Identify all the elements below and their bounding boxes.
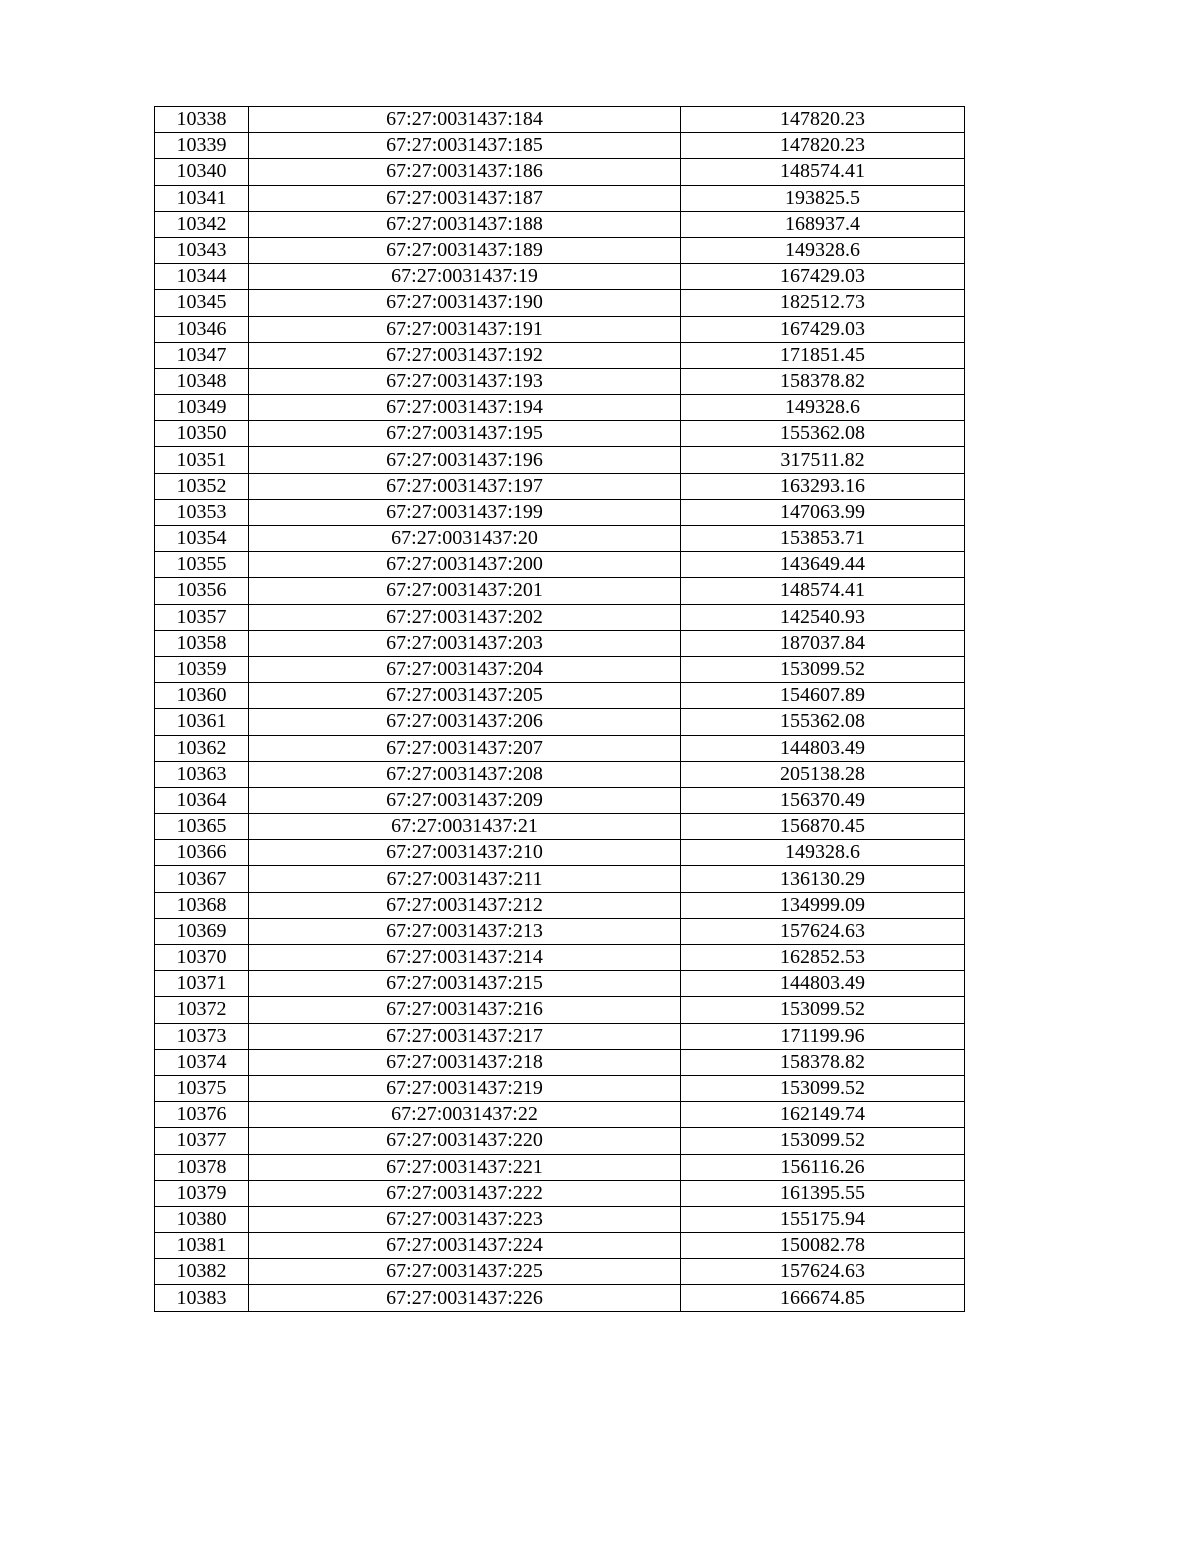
row-number-cell: 10377: [155, 1128, 249, 1154]
row-number-cell: 10380: [155, 1206, 249, 1232]
row-number-cell: 10356: [155, 578, 249, 604]
value-cell: 153099.52: [681, 1128, 965, 1154]
value-cell: 150082.78: [681, 1233, 965, 1259]
value-cell: 153099.52: [681, 997, 965, 1023]
value-cell: 193825.5: [681, 185, 965, 211]
table-row: [155, 1128, 965, 1154]
row-number-cell: 10359: [155, 656, 249, 682]
row-number-cell: 10348: [155, 368, 249, 394]
table-row: [155, 578, 965, 604]
value-cell: 144803.49: [681, 971, 965, 997]
row-number-cell: 10381: [155, 1233, 249, 1259]
cadastral-number-cell: 67:27:0031437:201: [249, 578, 681, 604]
table-row: [155, 526, 965, 552]
cadastral-number-cell: 67:27:0031437:223: [249, 1206, 681, 1232]
value-cell: 144803.49: [681, 735, 965, 761]
table-row: [155, 918, 965, 944]
row-number-cell: 10343: [155, 237, 249, 263]
value-cell: 154607.89: [681, 683, 965, 709]
table-row: [155, 997, 965, 1023]
cadastral-number-cell: 67:27:0031437:211: [249, 866, 681, 892]
table-row: [155, 1154, 965, 1180]
cadastral-number-cell: 67:27:0031437:21: [249, 814, 681, 840]
value-cell: 142540.93: [681, 604, 965, 630]
row-number-cell: 10372: [155, 997, 249, 1023]
row-number-cell: 10357: [155, 604, 249, 630]
row-number-cell: 10374: [155, 1049, 249, 1075]
value-cell: 148574.41: [681, 159, 965, 185]
cadastral-number-cell: 67:27:0031437:188: [249, 211, 681, 237]
value-cell: 162149.74: [681, 1102, 965, 1128]
value-cell: 155362.08: [681, 421, 965, 447]
row-number-cell: 10367: [155, 866, 249, 892]
cadastral-number-cell: 67:27:0031437:207: [249, 735, 681, 761]
row-number-cell: 10364: [155, 787, 249, 813]
table-row: [155, 1233, 965, 1259]
cadastral-number-cell: 67:27:0031437:224: [249, 1233, 681, 1259]
table-row: [155, 945, 965, 971]
table-row: [155, 1180, 965, 1206]
value-cell: 182512.73: [681, 290, 965, 316]
cadastral-number-cell: 67:27:0031437:225: [249, 1259, 681, 1285]
cadastral-number-cell: 67:27:0031437:197: [249, 473, 681, 499]
row-number-cell: 10382: [155, 1259, 249, 1285]
cadastral-number-cell: 67:27:0031437:187: [249, 185, 681, 211]
value-cell: 168937.4: [681, 211, 965, 237]
row-number-cell: 10339: [155, 133, 249, 159]
value-cell: 149328.6: [681, 395, 965, 421]
table-row: [155, 709, 965, 735]
row-number-cell: 10373: [155, 1023, 249, 1049]
cadastral-number-cell: 67:27:0031437:226: [249, 1285, 681, 1311]
table-row: [155, 1206, 965, 1232]
table-row: [155, 683, 965, 709]
row-number-cell: 10360: [155, 683, 249, 709]
value-cell: 134999.09: [681, 892, 965, 918]
row-number-cell: 10351: [155, 447, 249, 473]
row-number-cell: 10368: [155, 892, 249, 918]
value-cell: 156870.45: [681, 814, 965, 840]
cadastral-number-cell: 67:27:0031437:195: [249, 421, 681, 447]
cadastral-number-cell: 67:27:0031437:218: [249, 1049, 681, 1075]
cadastral-number-cell: 67:27:0031437:217: [249, 1023, 681, 1049]
value-cell: 158378.82: [681, 1049, 965, 1075]
value-cell: 143649.44: [681, 552, 965, 578]
cadastral-number-cell: 67:27:0031437:202: [249, 604, 681, 630]
cadastral-number-cell: 67:27:0031437:186: [249, 159, 681, 185]
table-row: [155, 787, 965, 813]
cadastral-number-cell: 67:27:0031437:212: [249, 892, 681, 918]
cadastral-number-cell: 67:27:0031437:208: [249, 761, 681, 787]
value-cell: 166674.85: [681, 1285, 965, 1311]
value-cell: 162852.53: [681, 945, 965, 971]
cadastral-number-cell: 67:27:0031437:19: [249, 264, 681, 290]
value-cell: 149328.6: [681, 840, 965, 866]
table-row: [155, 264, 965, 290]
row-number-cell: 10376: [155, 1102, 249, 1128]
table-row: [155, 630, 965, 656]
value-cell: 156116.26: [681, 1154, 965, 1180]
value-cell: 147063.99: [681, 499, 965, 525]
cadastral-number-cell: 67:27:0031437:20: [249, 526, 681, 552]
cadastral-number-cell: 67:27:0031437:191: [249, 316, 681, 342]
row-number-cell: 10362: [155, 735, 249, 761]
cadastral-number-cell: 67:27:0031437:219: [249, 1075, 681, 1101]
cadastral-number-cell: 67:27:0031437:189: [249, 237, 681, 263]
value-cell: 155175.94: [681, 1206, 965, 1232]
cadastral-number-cell: 67:27:0031437:190: [249, 290, 681, 316]
table-row: [155, 342, 965, 368]
table-row: [155, 368, 965, 394]
value-cell: 147820.23: [681, 107, 965, 133]
value-cell: 163293.16: [681, 473, 965, 499]
value-cell: 158378.82: [681, 368, 965, 394]
data-table: [154, 106, 965, 1312]
table-row: [155, 133, 965, 159]
cadastral-number-cell: 67:27:0031437:206: [249, 709, 681, 735]
row-number-cell: 10355: [155, 552, 249, 578]
cadastral-number-cell: 67:27:0031437:184: [249, 107, 681, 133]
table-row: [155, 761, 965, 787]
row-number-cell: 10365: [155, 814, 249, 840]
value-cell: 153853.71: [681, 526, 965, 552]
table-row: [155, 1049, 965, 1075]
cadastral-number-cell: 67:27:0031437:215: [249, 971, 681, 997]
table-row: [155, 316, 965, 342]
value-cell: 153099.52: [681, 656, 965, 682]
cadastral-number-cell: 67:27:0031437:222: [249, 1180, 681, 1206]
table-row: [155, 735, 965, 761]
row-number-cell: 10361: [155, 709, 249, 735]
table-row: [155, 185, 965, 211]
table-row: [155, 1075, 965, 1101]
cadastral-number-cell: 67:27:0031437:203: [249, 630, 681, 656]
row-number-cell: 10340: [155, 159, 249, 185]
value-cell: 317511.82: [681, 447, 965, 473]
row-number-cell: 10350: [155, 421, 249, 447]
value-cell: 205138.28: [681, 761, 965, 787]
row-number-cell: 10344: [155, 264, 249, 290]
table-row: [155, 1259, 965, 1285]
row-number-cell: 10370: [155, 945, 249, 971]
table-row: [155, 1023, 965, 1049]
row-number-cell: 10347: [155, 342, 249, 368]
table-row: [155, 159, 965, 185]
cadastral-number-cell: 67:27:0031437:193: [249, 368, 681, 394]
cadastral-number-cell: 67:27:0031437:185: [249, 133, 681, 159]
table-row: [155, 1285, 965, 1311]
value-cell: 167429.03: [681, 264, 965, 290]
cadastral-number-cell: 67:27:0031437:210: [249, 840, 681, 866]
table-row: [155, 421, 965, 447]
cadastral-number-cell: 67:27:0031437:209: [249, 787, 681, 813]
table-row: [155, 1102, 965, 1128]
cadastral-number-cell: 67:27:0031437:196: [249, 447, 681, 473]
table-row: [155, 499, 965, 525]
table-row: [155, 840, 965, 866]
table-row: [155, 866, 965, 892]
cadastral-number-cell: 67:27:0031437:221: [249, 1154, 681, 1180]
value-cell: 187037.84: [681, 630, 965, 656]
value-cell: 156370.49: [681, 787, 965, 813]
table-row: [155, 473, 965, 499]
cadastral-number-cell: 67:27:0031437:199: [249, 499, 681, 525]
row-number-cell: 10341: [155, 185, 249, 211]
row-number-cell: 10371: [155, 971, 249, 997]
cadastral-number-cell: 67:27:0031437:194: [249, 395, 681, 421]
table-row: [155, 237, 965, 263]
row-number-cell: 10383: [155, 1285, 249, 1311]
table-row: [155, 447, 965, 473]
cadastral-number-cell: 67:27:0031437:192: [249, 342, 681, 368]
row-number-cell: 10352: [155, 473, 249, 499]
value-cell: 147820.23: [681, 133, 965, 159]
row-number-cell: 10375: [155, 1075, 249, 1101]
table-row: [155, 814, 965, 840]
row-number-cell: 10354: [155, 526, 249, 552]
table-body: [155, 107, 965, 1312]
table-row: [155, 656, 965, 682]
cadastral-number-cell: 67:27:0031437:220: [249, 1128, 681, 1154]
value-cell: 153099.52: [681, 1075, 965, 1101]
table-row: [155, 971, 965, 997]
row-number-cell: 10345: [155, 290, 249, 316]
table-row: [155, 395, 965, 421]
row-number-cell: 10366: [155, 840, 249, 866]
cadastral-number-cell: 67:27:0031437:213: [249, 918, 681, 944]
value-cell: 157624.63: [681, 918, 965, 944]
value-cell: 171851.45: [681, 342, 965, 368]
row-number-cell: 10378: [155, 1154, 249, 1180]
row-number-cell: 10363: [155, 761, 249, 787]
cadastral-number-cell: 67:27:0031437:22: [249, 1102, 681, 1128]
value-cell: 155362.08: [681, 709, 965, 735]
value-cell: 171199.96: [681, 1023, 965, 1049]
table-row: [155, 107, 965, 133]
row-number-cell: 10358: [155, 630, 249, 656]
table-row: [155, 211, 965, 237]
row-number-cell: 10353: [155, 499, 249, 525]
value-cell: 148574.41: [681, 578, 965, 604]
row-number-cell: 10338: [155, 107, 249, 133]
table-row: [155, 892, 965, 918]
cadastral-number-cell: 67:27:0031437:200: [249, 552, 681, 578]
row-number-cell: 10342: [155, 211, 249, 237]
row-number-cell: 10346: [155, 316, 249, 342]
row-number-cell: 10379: [155, 1180, 249, 1206]
value-cell: 149328.6: [681, 237, 965, 263]
value-cell: 167429.03: [681, 316, 965, 342]
cadastral-number-cell: 67:27:0031437:214: [249, 945, 681, 971]
table-row: [155, 290, 965, 316]
value-cell: 161395.55: [681, 1180, 965, 1206]
value-cell: 157624.63: [681, 1259, 965, 1285]
cadastral-number-cell: 67:27:0031437:205: [249, 683, 681, 709]
cadastral-number-cell: 67:27:0031437:216: [249, 997, 681, 1023]
cadastral-number-cell: 67:27:0031437:204: [249, 656, 681, 682]
row-number-cell: 10369: [155, 918, 249, 944]
table-row: [155, 552, 965, 578]
table-row: [155, 604, 965, 630]
row-number-cell: 10349: [155, 395, 249, 421]
value-cell: 136130.29: [681, 866, 965, 892]
